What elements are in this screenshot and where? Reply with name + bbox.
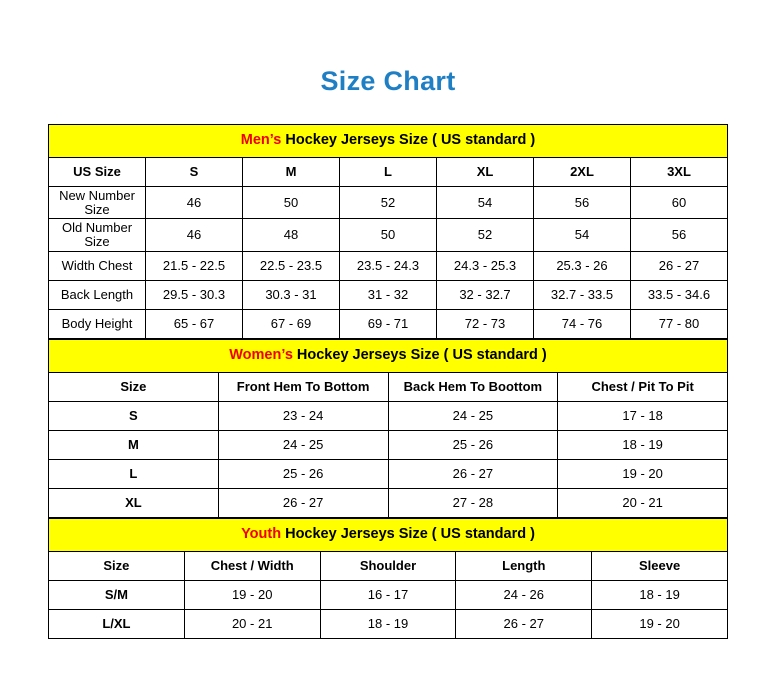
- table-header-row: [49, 158, 728, 187]
- mens-row-1-cell-2: 48: [243, 219, 340, 251]
- mens-row-2-cell-1: 21.5 - 22.5: [146, 251, 243, 280]
- womens-row-3-label: XL: [49, 488, 219, 517]
- womens-header-cell-1: Front Hem To Bottom: [218, 372, 388, 401]
- womens-row-2-cell-2: 26 - 27: [388, 459, 558, 488]
- womens-row-1-label: M: [49, 430, 219, 459]
- mens-row-1-cell-3: 50: [340, 219, 437, 251]
- womens-banner-rest: Hockey Jerseys Size ( US standard ): [292, 346, 547, 363]
- youth-row-0-label: S/M: [49, 580, 185, 609]
- table-row: [49, 459, 728, 488]
- mens-row-1-cell-5: 54: [534, 219, 631, 251]
- table-row: [49, 609, 728, 638]
- mens-row-2-cell-4: 24.3 - 25.3: [437, 251, 534, 280]
- mens-row-4-cell-4: 72 - 73: [437, 309, 534, 338]
- mens-row-1-cell-4: 52: [437, 219, 534, 251]
- youth-banner-cell: [49, 518, 728, 551]
- mens-header-cell-0: US Size: [49, 158, 146, 187]
- womens-row-1-cell-1: 24 - 25: [218, 430, 388, 459]
- youth-row-1-label: L/XL: [49, 609, 185, 638]
- womens-size-table: [48, 339, 728, 518]
- mens-row-3-cell-4: 32 - 32.7: [437, 280, 534, 309]
- youth-header-cell-3: Length: [456, 551, 592, 580]
- mens-row-3-cell-5: 32.7 - 33.5: [534, 280, 631, 309]
- table-banner-row: [49, 518, 728, 551]
- youth-row-0-cell-1: 19 - 20: [184, 580, 320, 609]
- mens-row-2-cell-2: 22.5 - 23.5: [243, 251, 340, 280]
- womens-header-cell-2: Back Hem To Boottom: [388, 372, 558, 401]
- youth-banner-accent: Youth: [241, 525, 282, 542]
- mens-row-4-label: Body Height: [49, 309, 146, 338]
- table-row: [49, 580, 728, 609]
- table-row: [49, 488, 728, 517]
- size-tables-container: [48, 97, 728, 639]
- womens-header-cell-0: Size: [49, 372, 219, 401]
- womens-row-0-cell-1: 23 - 24: [218, 401, 388, 430]
- youth-row-0-cell-4: 18 - 19: [592, 580, 728, 609]
- youth-row-1-cell-4: 19 - 20: [592, 609, 728, 638]
- table-row: [49, 219, 728, 251]
- mens-row-4-cell-3: 69 - 71: [340, 309, 437, 338]
- youth-header-cell-4: Sleeve: [592, 551, 728, 580]
- mens-size-table: [48, 124, 728, 339]
- womens-row-0-label: S: [49, 401, 219, 430]
- mens-row-2-cell-5: 25.3 - 26: [534, 251, 631, 280]
- mens-row-3-cell-1: 29.5 - 30.3: [146, 280, 243, 309]
- mens-header-cell-2: M: [243, 158, 340, 187]
- mens-row-0-cell-6: 60: [631, 187, 728, 219]
- mens-row-0-cell-1: 46: [146, 187, 243, 219]
- womens-banner-cell: [49, 339, 728, 372]
- womens-row-2-cell-1: 25 - 26: [218, 459, 388, 488]
- mens-header-cell-5: 2XL: [534, 158, 631, 187]
- table-row: [49, 280, 728, 309]
- mens-row-2-cell-6: 26 - 27: [631, 251, 728, 280]
- mens-row-4-cell-2: 67 - 69: [243, 309, 340, 338]
- mens-row-3-cell-3: 31 - 32: [340, 280, 437, 309]
- mens-header-cell-1: S: [146, 158, 243, 187]
- mens-row-2-cell-3: 23.5 - 24.3: [340, 251, 437, 280]
- womens-header-cell-3: Chest / Pit To Pit: [558, 372, 728, 401]
- table-row: [49, 309, 728, 338]
- mens-row-3-cell-2: 30.3 - 31: [243, 280, 340, 309]
- mens-row-0-cell-4: 54: [437, 187, 534, 219]
- womens-row-1-cell-2: 25 - 26: [388, 430, 558, 459]
- youth-row-1-cell-3: 26 - 27: [456, 609, 592, 638]
- table-row: [49, 187, 728, 219]
- youth-row-0-cell-3: 24 - 26: [456, 580, 592, 609]
- youth-banner-rest: Hockey Jerseys Size ( US standard ): [281, 525, 535, 542]
- mens-row-2-label: Width Chest: [49, 251, 146, 280]
- table-banner-row: [49, 339, 728, 372]
- womens-row-3-cell-1: 26 - 27: [218, 488, 388, 517]
- youth-row-0-cell-2: 16 - 17: [320, 580, 456, 609]
- womens-banner-accent: Women’s: [229, 346, 293, 363]
- mens-row-0-label: New Number Size: [49, 187, 146, 219]
- table-header-row: [49, 372, 728, 401]
- table-banner-row: [49, 125, 728, 158]
- youth-row-1-cell-2: 18 - 19: [320, 609, 456, 638]
- youth-header-cell-2: Shoulder: [320, 551, 456, 580]
- womens-row-2-cell-3: 19 - 20: [558, 459, 728, 488]
- mens-header-cell-3: L: [340, 158, 437, 187]
- mens-row-0-cell-3: 52: [340, 187, 437, 219]
- youth-header-cell-1: Chest / Width: [184, 551, 320, 580]
- table-header-row: [49, 551, 728, 580]
- mens-row-1-cell-1: 46: [146, 219, 243, 251]
- mens-row-3-label: Back Length: [49, 280, 146, 309]
- mens-row-0-cell-2: 50: [243, 187, 340, 219]
- mens-row-4-cell-1: 65 - 67: [146, 309, 243, 338]
- mens-row-4-cell-6: 77 - 80: [631, 309, 728, 338]
- youth-size-table: [48, 518, 728, 639]
- youth-header-cell-0: Size: [49, 551, 185, 580]
- womens-row-0-cell-2: 24 - 25: [388, 401, 558, 430]
- mens-row-0-cell-5: 56: [534, 187, 631, 219]
- womens-row-3-cell-2: 27 - 28: [388, 488, 558, 517]
- page-title: Size Chart: [320, 66, 456, 96]
- mens-header-cell-6: 3XL: [631, 158, 728, 187]
- womens-row-0-cell-3: 17 - 18: [558, 401, 728, 430]
- table-row: [49, 401, 728, 430]
- mens-row-1-cell-6: 56: [631, 219, 728, 251]
- mens-banner-cell: [49, 125, 728, 158]
- mens-row-4-cell-5: 74 - 76: [534, 309, 631, 338]
- youth-row-1-cell-1: 20 - 21: [184, 609, 320, 638]
- table-row: [49, 251, 728, 280]
- mens-header-cell-4: XL: [437, 158, 534, 187]
- mens-banner-rest: Hockey Jerseys Size ( US standard ): [281, 132, 536, 149]
- womens-row-3-cell-3: 20 - 21: [558, 488, 728, 517]
- mens-row-1-label: Old Number Size: [49, 219, 146, 251]
- mens-banner-accent: Men’s: [240, 132, 282, 149]
- table-row: [49, 430, 728, 459]
- mens-row-3-cell-6: 33.5 - 34.6: [631, 280, 728, 309]
- womens-row-1-cell-3: 18 - 19: [558, 430, 728, 459]
- womens-row-2-label: L: [49, 459, 219, 488]
